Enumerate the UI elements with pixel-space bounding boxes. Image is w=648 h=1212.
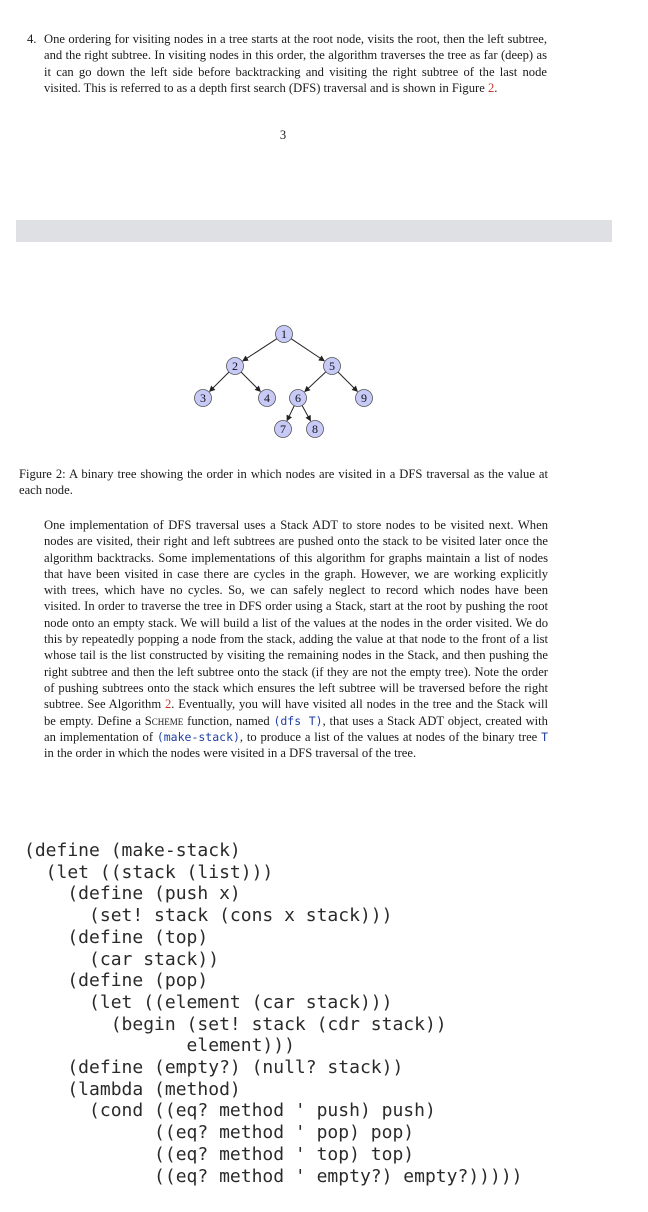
figure-caption: Figure 2: A binary tree showing the order in which nodes are visited in a DFS traversal as the value at each node. (19, 467, 548, 498)
page-separator (16, 220, 612, 242)
tree-node-label: 8 (312, 422, 318, 436)
tree-node-label: 7 (280, 422, 286, 436)
tree-node-4 (259, 390, 276, 407)
dfs-function-name: (dfs T) (273, 713, 323, 728)
tree-variable: T (541, 729, 548, 744)
binary-tree-figure (185, 318, 385, 444)
tree-node-8 (307, 421, 324, 438)
make-stack-code (24, 840, 523, 1187)
tree-node-1 (276, 326, 293, 343)
question-text-part: One ordering for visiting nodes in a tree starts at the root node, visits the root, then the left subtree, and the right subtree. In visiting nodes in this order, the algorithm traverses the tree as far (deep) as it can go down the left side before backtracking and visiting the right subtree of the last node visited. This is referred to as a depth first search (DFS) traversal and is shown in Figure (44, 32, 547, 95)
impl-text-3: function, named (183, 713, 274, 728)
code-line: element))) (24, 1035, 295, 1057)
tree-node-label: 9 (361, 391, 367, 405)
tree-edge (302, 405, 310, 420)
implementation-paragraph (44, 517, 548, 761)
tree-node-5 (324, 358, 341, 375)
code-line: ((eq? method ' top) top) (24, 1143, 415, 1165)
code-line: (cond ((eq? method ' push) push) (24, 1100, 436, 1122)
tree-edge (287, 406, 294, 421)
impl-text-6: in the order in which the nodes were visited in a DFS traversal of the tree. (44, 746, 417, 761)
tree-edge (338, 372, 357, 391)
code-line: ((eq? method ' pop) pop) (24, 1122, 415, 1144)
code-line: (car stack)) (24, 948, 220, 970)
tree-node-9 (356, 390, 373, 407)
tree-node-label: 6 (295, 391, 301, 405)
tree-edge (241, 372, 260, 391)
impl-text-1: One implementation of DFS traversal uses a Stack ADT to store nodes to be visited next. When nodes are visited, their right and left subtrees are pushed onto the stack to be visited later once the algorithm backtracks. Some implementations of this algorithm for graphs maintain a list of nodes that have been visited in case there are cycles in the graph. However, we are working explicitly with trees, which have no cycles. So, we can safely neglect to record which nodes have been visited. In order to traverse the tree in DFS order using a Stack, start at the root by pushing the root node onto an empty stack. We will build a list of the values at the nodes in the order visited. We do this by repeatedly popping a node from the stack, adding the value at that node to the front of a list whose tail is the list constructed by visiting the remaining nodes in the Stack, and then pushing the right subtree and then the left subtree onto the stack (if they are not the empty tree). Note the order of pushing subtrees onto the stack which ensures the left subtree will be traversed before the right subtree. See Algorithm (44, 518, 548, 712)
tree-node-6 (290, 390, 307, 407)
figure-link[interactable]: 2 (487, 80, 495, 95)
code-line: (let ((stack (list))) (24, 861, 274, 883)
tree-node-label: 4 (264, 391, 270, 405)
tree-node-3 (195, 390, 212, 407)
tree-node-label: 1 (281, 327, 287, 341)
tree-node-label: 3 (200, 391, 206, 405)
tree-edge (305, 372, 326, 392)
question-number: 4. (27, 32, 37, 46)
tree-edge (291, 339, 324, 361)
code-line: (let ((element (car stack))) (24, 991, 393, 1013)
make-stack-name: (make-stack) (156, 729, 240, 744)
scheme-name: Scheme (144, 713, 184, 728)
page-number: 3 (279, 128, 287, 142)
code-line: (define (push x) (24, 883, 241, 905)
tree-edge (243, 339, 277, 361)
code-line: (define (pop) (24, 970, 209, 992)
algorithm-link[interactable]: 2 (164, 697, 172, 712)
question-4 (27, 31, 547, 96)
impl-text-2: . Eventually, you will have visited all nodes in the tree and the Stack will be empty. Define a (44, 697, 548, 728)
code-line: ((eq? method ' empty?) empty?))))) (24, 1165, 523, 1187)
code-line: (define (make-stack) (24, 840, 241, 861)
impl-text-4: , that uses a Stack ADT object, created with an implementation of (44, 713, 548, 744)
code-line: (define (empty?) (null? stack)) (24, 1057, 404, 1079)
tree-node-7 (275, 421, 292, 438)
tree-edge (210, 372, 229, 391)
question-text (44, 31, 547, 96)
tree-node-2 (227, 358, 244, 375)
impl-text-5: , to produce a list of the values at nodes of the binary tree (239, 729, 542, 744)
code-line: (lambda (method) (24, 1078, 241, 1100)
code-line: (define (top) (24, 926, 209, 948)
tree-node-label: 2 (232, 359, 238, 373)
question-text-end: . (494, 80, 498, 95)
tree-node-label: 5 (329, 359, 335, 373)
code-line: (set! stack (cons x stack))) (24, 905, 393, 927)
code-line: (begin (set! stack (cdr stack)) (24, 1013, 447, 1035)
